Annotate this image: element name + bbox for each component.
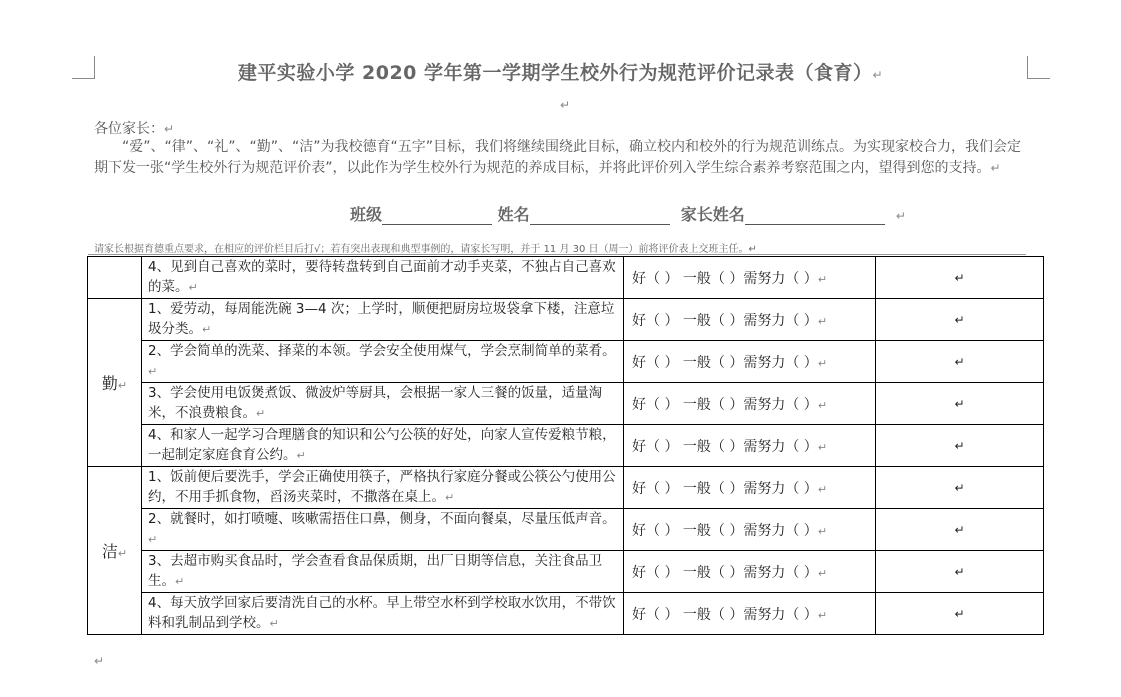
category-cell: [88, 257, 142, 299]
remark-cell[interactable]: ↵: [876, 509, 1044, 551]
table-row: [88, 299, 1044, 341]
rating-options[interactable]: 好（ ） 一般（ ）需努力（ ）↵: [624, 593, 876, 635]
table-row: [88, 341, 1044, 383]
remark-cell[interactable]: ↵: [876, 425, 1044, 467]
item-text: 1、饭前便后要洗手，学会正确使用筷子，严格执行家庭分餐或公筷公勺使用公约，不用手抓食物，舀汤夹菜时，不撒落在桌上。↵: [142, 467, 624, 509]
name-label: 姓名: [497, 205, 530, 224]
instruction-note: 请家长根据育德重点要求，在相应的评价栏目后打√；若有突出表现和典型事例的，请家长写明，并于 11 月 30 日（周一）前将评价表上交班主任。↵: [94, 244, 757, 255]
rating-options[interactable]: 好（ ） 一般（ ）需努力（ ）↵: [624, 509, 876, 551]
parent-name-label: 家长姓名: [680, 205, 745, 224]
class-label: 班级: [350, 205, 383, 224]
item-text: 4、见到自己喜欢的菜时，要待转盘转到自己面前才动手夹菜，不独占自己喜欢的菜。↵: [142, 257, 624, 299]
rating-options[interactable]: 好（ ） 一般（ ）需努力（ ）↵: [624, 257, 876, 299]
table-row: [88, 383, 1044, 425]
remark-cell[interactable]: ↵: [876, 341, 1044, 383]
remark-cell[interactable]: ↵: [876, 593, 1044, 635]
table-row: [88, 425, 1044, 467]
parent-name-blank[interactable]: [745, 206, 885, 225]
rating-options[interactable]: 好（ ） 一般（ ）需努力（ ）↵: [624, 299, 876, 341]
item-text: 3、学会使用电饭煲煮饭、微波炉等厨具，会根据一家人三餐的饭量，适量淘米，不浪费粮食。↵: [142, 383, 624, 425]
evaluation-table: [87, 256, 1044, 635]
category-cell-jie: 洁↵: [88, 467, 142, 635]
item-text: 2、就餐时，如打喷嚏、咳嗽需捂住口鼻，侧身，不面向餐桌，尽量压低声音。↵: [142, 509, 624, 551]
paragraph-mark: ↵: [94, 654, 105, 668]
item-text: 4、每天放学回家后要清洗自己的水杯。早上带空水杯到学校取水饮用，不带饮料和乳制品到学校。↵: [142, 593, 624, 635]
rating-options[interactable]: 好（ ） 一般（ ）需努力（ ）↵: [624, 551, 876, 593]
info-fields: 班级 姓名 家长姓名 ↵: [350, 205, 906, 224]
rating-options[interactable]: 好（ ） 一般（ ）需努力（ ）↵: [624, 467, 876, 509]
intro-paragraph: “爱”、“律”、“礼”、“勤”、“洁”为我校德育“五字”目标，我们将继续围绕此目标，确立校内和校外的行为规范训练点。为实现家校合力，我们会定期下发一张“学生校外行为规范评价表”，以此作为学生校外行为规范的养成目标，并将此评价列入学生综合素养考察范围之内，望得到您的支持。↵: [94, 139, 1022, 176]
greeting: 各位家长：↵: [94, 121, 175, 137]
remark-cell[interactable]: ↵: [876, 551, 1044, 593]
remark-cell[interactable]: ↵: [876, 299, 1044, 341]
paragraph-mark: ↵: [560, 98, 571, 112]
table-row: [88, 257, 1044, 299]
class-blank[interactable]: [382, 206, 492, 225]
remark-cell[interactable]: ↵: [876, 257, 1044, 299]
table-row: [88, 593, 1044, 635]
item-text: 3、去超市购买食品时，学会查看食品保质期，出厂日期等信息，关注食品卫生。↵: [142, 551, 624, 593]
table-row: [88, 467, 1044, 509]
remark-cell[interactable]: ↵: [876, 383, 1044, 425]
table-row: [88, 551, 1044, 593]
category-cell-qin: 勤↵: [88, 299, 142, 467]
item-text: 2、学会简单的洗菜、择菜的本领。学会安全使用煤气，学会烹制简单的菜肴。↵: [142, 341, 624, 383]
name-blank[interactable]: [530, 206, 670, 225]
remark-cell[interactable]: ↵: [876, 467, 1044, 509]
rating-options[interactable]: 好（ ） 一般（ ）需努力（ ）↵: [624, 341, 876, 383]
note-underline: [88, 254, 1026, 255]
document-title: 建平实验小学 2020 学年第一学期学生校外行为规范评价记录表（食育）↵: [237, 62, 884, 84]
table-row: [88, 509, 1044, 551]
item-text: 1、爱劳动，每周能洗碗 3—4 次；上学时，顺便把厨房垃圾袋拿下楼，注意垃圾分类。↵: [142, 299, 624, 341]
rating-options[interactable]: 好（ ） 一般（ ）需努力（ ）↵: [624, 425, 876, 467]
item-text: 4、和家人一起学习合理膳食的知识和公勺公筷的好处，向家人宣传爱粮节粮，一起制定家庭食育公约。↵: [142, 425, 624, 467]
rating-options[interactable]: 好（ ） 一般（ ）需努力（ ）↵: [624, 383, 876, 425]
